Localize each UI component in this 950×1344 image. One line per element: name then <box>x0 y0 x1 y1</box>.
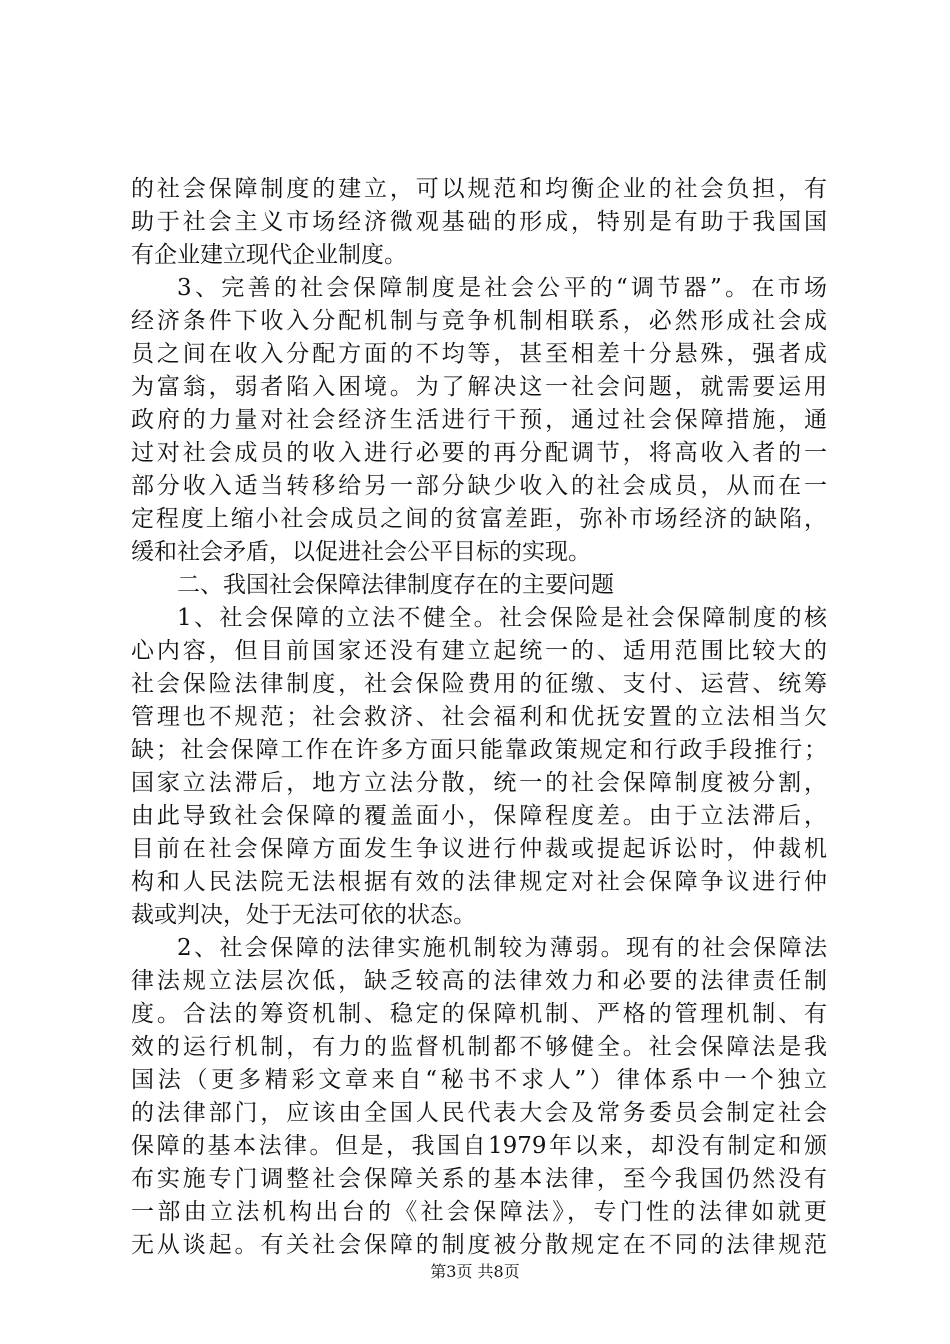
text-line: 定程度上缩小社会成员之间的贫富差距，弥补市场经济的缺陷， <box>131 506 827 532</box>
text-line: 布实施专门调整社会保障关系的基本法律，至今我国仍然没有 <box>131 1166 827 1192</box>
text-line: 政府的力量对社会经济生活进行干预，通过社会保障措施，通 <box>131 407 827 433</box>
text-line: 律法规立法层次低，缺乏较高的法律效力和必要的法律责任制 <box>131 968 827 994</box>
text-line: 保障的基本法律。但是，我国自1979年以来，却没有制定和颁 <box>131 1133 827 1159</box>
section-heading: 二、我国社会保障法律制度存在的主要问题 <box>177 572 614 598</box>
text-line: 部分收入适当转移给另一部分缺少收入的社会成员，从而在一 <box>131 473 827 499</box>
text-line: 裁或判决，处于无法可依的状态。 <box>131 902 476 928</box>
text-line: 为富翁，弱者陷入困境。为了解决这一社会问题，就需要运用 <box>131 374 827 400</box>
text-line: 效的运行机制，有力的监督机制都不够健全。社会保障法是我 <box>131 1034 827 1060</box>
text-line: 管理也不规范；社会救济、社会福利和优抚安置的立法相当欠 <box>131 704 827 730</box>
paragraph-start-line: 1、社会保障的立法不健全。社会保险是社会保障制度的核 <box>177 605 827 631</box>
text-line: 缺；社会保障工作在许多方面只能靠政策规定和行政手段推行； <box>131 737 827 763</box>
text-line: 助于社会主义市场经济微观基础的形成，特别是有助于我国国 <box>131 209 827 235</box>
text-line: 度。合法的筹资机制、稳定的保障机制、严格的管理机制、有 <box>131 1001 827 1027</box>
paragraph-start-line: 3、完善的社会保障制度是社会公平的“调节器”。在市场 <box>177 275 827 301</box>
text-line: 员之间在收入分配方面的不均等，甚至相差十分悬殊，强者成 <box>131 341 827 367</box>
text-line: 社会保险法律制度，社会保险费用的征缴、支付、运营、统筹 <box>131 671 827 697</box>
text-line: 的社会保障制度的建立，可以规范和均衡企业的社会负担，有 <box>131 176 827 202</box>
text-line: 心内容，但目前国家还没有建立起统一的、适用范围比较大的 <box>131 638 827 664</box>
text-line: 过对社会成员的收入进行必要的再分配调节，将高收入者的一 <box>131 440 827 466</box>
text-line: 国法（更多精彩文章来自“秘书不求人”）律体系中一个独立 <box>131 1067 827 1093</box>
text-line: 目前在社会保障方面发生争议进行仲裁或提起诉讼时，仲裁机 <box>131 836 827 862</box>
text-line: 国家立法滞后，地方立法分散，统一的社会保障制度被分割， <box>131 770 827 796</box>
text-line: 有企业建立现代企业制度。 <box>131 242 407 268</box>
page-number-footer: 第3页 共8页 <box>430 1262 520 1281</box>
text-line: 无从谈起。有关社会保障的制度被分散规定在不同的法律规范 <box>131 1232 827 1258</box>
text-line: 缓和社会矛盾，以促进社会公平目标的实现。 <box>131 539 591 565</box>
text-line: 构和人民法院无法根据有效的法律规定对社会保障争议进行仲 <box>131 869 827 895</box>
paragraph-start-line: 2、社会保障的法律实施机制较为薄弱。现有的社会保障法 <box>177 935 827 961</box>
text-line: 经济条件下收入分配机制与竞争机制相联系，必然形成社会成 <box>131 308 827 334</box>
text-line: 的法律部门，应该由全国人民代表大会及常务委员会制定社会 <box>131 1100 827 1126</box>
text-line: 由此导致社会保障的覆盖面小，保障程度差。由于立法滞后， <box>131 803 827 829</box>
text-line: 一部由立法机构出台的《社会保障法》，专门性的法律如就更 <box>131 1199 827 1225</box>
